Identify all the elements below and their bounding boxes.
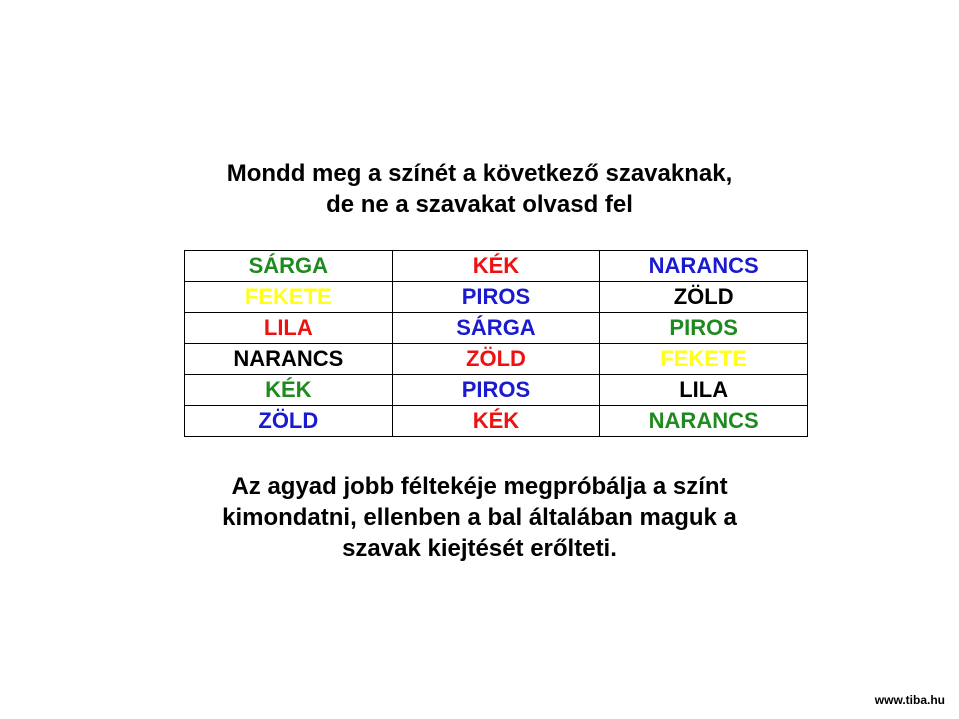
color-word-cell: KÉK	[392, 406, 600, 437]
color-word-cell: PIROS	[392, 282, 600, 313]
explanation-line-1: Az agyad jobb féltekéje megpróbálja a színt	[231, 473, 728, 500]
table-row	[185, 313, 808, 344]
explanation-text	[0, 471, 959, 564]
instruction-line-1: Mondd meg a színét a következő szavaknak,	[226, 160, 733, 187]
instruction-heading	[0, 158, 959, 220]
table-row	[185, 282, 808, 313]
color-word-cell: ZÖLD	[392, 344, 600, 375]
explanation-line-2: kimondatni, ellenben a bal általában maguk a	[222, 504, 737, 531]
color-word-cell: SÁRGA	[392, 313, 600, 344]
table-row	[185, 344, 808, 375]
color-word-cell: PIROS	[600, 313, 808, 344]
color-word-cell: ZÖLD	[185, 406, 393, 437]
color-word-cell: FEKETE	[600, 344, 808, 375]
color-word-cell: PIROS	[392, 375, 600, 406]
color-word-cell: ZÖLD	[600, 282, 808, 313]
instruction-line-2: de ne a szavakat olvasd fel	[326, 191, 633, 218]
table-row	[185, 375, 808, 406]
table-row	[185, 251, 808, 282]
color-word-table	[184, 250, 808, 437]
color-word-cell: NARANCS	[600, 251, 808, 282]
color-word-cell: NARANCS	[600, 406, 808, 437]
color-word-cell: FEKETE	[185, 282, 393, 313]
color-word-cell: LILA	[600, 375, 808, 406]
color-word-cell: KÉK	[392, 251, 600, 282]
color-word-cell: NARANCS	[185, 344, 393, 375]
color-word-table-body	[185, 251, 808, 437]
site-watermark: www.tiba.hu	[874, 693, 945, 707]
color-word-cell: LILA	[185, 313, 393, 344]
explanation-line-3: szavak kiejtését erőlteti.	[342, 535, 617, 562]
table-row	[185, 406, 808, 437]
color-word-cell: KÉK	[185, 375, 393, 406]
color-word-cell: SÁRGA	[185, 251, 393, 282]
